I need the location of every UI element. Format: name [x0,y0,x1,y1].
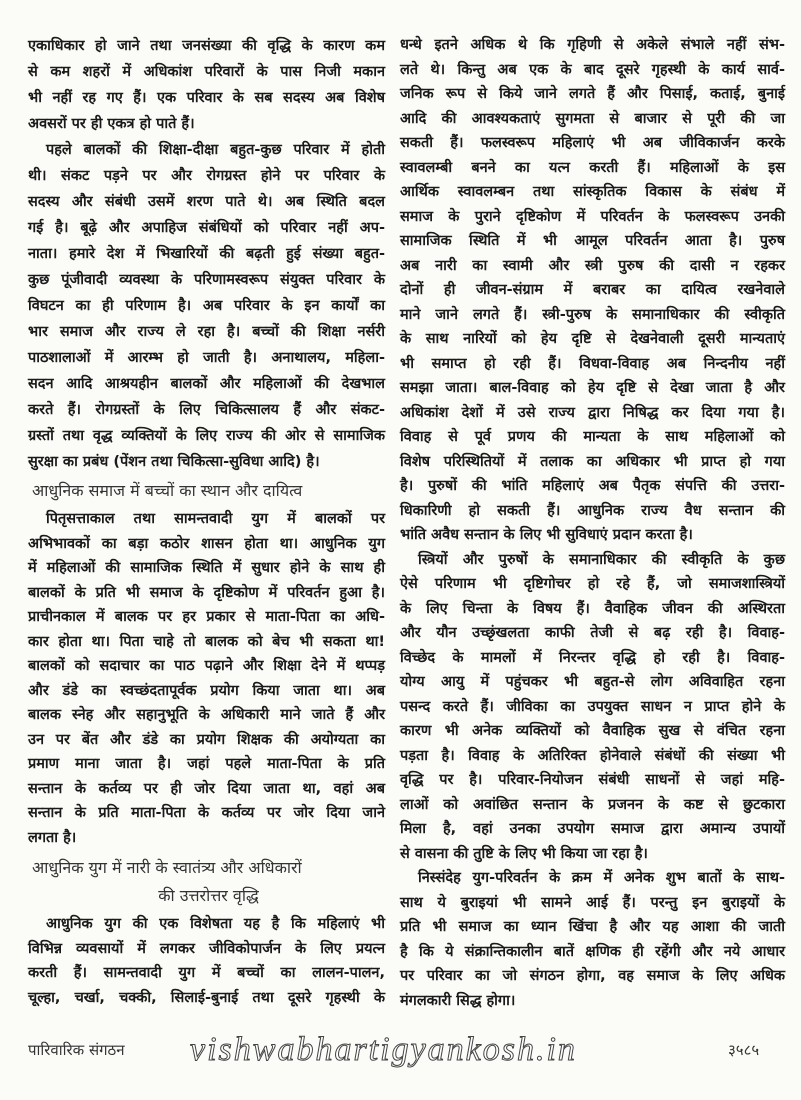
left-paragraph-1 [28,33,385,475]
text-line: भी समाप्त हो रही हैं। विधवा-विवाह अब निन्दनीय नहीं [400,355,785,372]
page-number: ३५८५ [728,1041,760,1059]
text-line: अब नारी का स्वामी और स्त्री पुरुष की दासी न रहकर [400,257,785,274]
text-line: ऐसे परिणाम भी दृष्टिगोचर हो रहे हैं, जो समाजशास्त्रियों [400,576,785,592]
text-line: से कम शहरों में अधिकांश परिवारों के पास निजी मकान [28,64,385,80]
text-line: सुरक्षा का प्रबंध (पेंशन तथा चिकित्सा-सुविधा आदि) है। [28,454,320,470]
text-line: गई है। बूढ़े और अपाहिज संबंधियों को परिवार नहीं अप- [28,220,385,236]
watermark: vishwabhartigyankosh.in [190,1031,577,1068]
text-line: सामाजिक स्थिति में भी आमूल परिवर्तन आता है। पुरुष [400,233,785,249]
text-line: प्राचीनकाल में बालक पर हर प्रकार से माता-पिता का अधि- [28,609,385,625]
text-line: धिकारिणी हो सकती हैं। आधुनिक राज्य वैध सन्तान की [400,502,785,519]
text-line: सन्तान के प्रति माता-पिता के कर्तव्य पर जोर दिया जाने [28,805,385,821]
text-line: भार समाज और राज्य ले रहा है। बच्चों की शिक्षा नर्सरी [28,324,385,340]
text-line: स्त्रियों और पुरुषों के समानाधिकार की स्वीकृति के कुछ [418,551,785,568]
text-line: माने जाने लगते हैं। स्त्री-पुरुष के समानाधिकार की स्वीकृति [400,306,785,323]
text-line: करते हैं। रोगग्रस्तों के लिए चिकित्सालय हैं और संकट- [28,402,385,418]
text-line: अधिकांश देशों में उसे राज्य द्वारा निषिद्ध कर दिया गया है। [400,404,785,421]
text-line: उन पर बेंत और डंडे का प्रयोग शिक्षक की अयोग्यता का [28,731,385,748]
text-line: सन्तान के कर्तव्य पर ही जोर दिया जाता था, वहां अब [28,780,385,797]
text-line: निस्संदेह युग-परिवर्तन के क्रम में अनेक शुभ बातों के साथ- [418,870,785,886]
text-line: समझा जाता। बाल-विवाह को हेय दृष्टि से देखा जाता है और [400,380,785,396]
text-line: के साथ नारियों को हेय दृष्टि से देखनेवाली दूसरी मान्यताएं [400,331,785,347]
text-line: पाठशालाओं में आरम्भ हो जाती है। अनाथालय, महिला- [28,350,385,366]
right-column [400,33,785,1013]
text-line: मंगलकारी सिद्ध होगा। [400,992,516,1009]
text-line: थी। संकट पड़ने पर और रोगग्रस्त होने पर परिवार के [28,168,385,184]
text-line: विभिन्न व्यवसायों में लगकर जीविकोपार्जन के लिए प्रयत्न [28,940,385,957]
section-heading-children: आधुनिक समाज में बच्चों का स्थान और दायित्व [32,481,303,500]
text-line: प्रमाण माना जाता है। जहां पहले माता-पिता के प्रति [28,756,385,772]
text-line: दोनों ही जीवन-संग्राम में बराबर का दायित्व रखनेवाले [400,282,785,298]
text-line: जनिक रूप से किये जाने लगते हैं और पिसाई, कताई, बुनाई [400,86,785,102]
text-line: करती हैं। सामन्तवादी युग में बच्चों का लालन-पालन, [28,965,385,981]
text-line: योग्य आयु में पहुंचकर भी बहुत-से लोग अविवाहित रहना [400,674,785,690]
text-line: पितृसत्ताकाल तथा सामन्तवादी युग में बालकों पर [46,511,385,527]
text-line: लगता है। [28,829,77,846]
section-heading-women [32,854,385,910]
text-line: सकती हैं। फलस्वरूप महिलाएं भी अब जीविकार्जन करके [400,135,785,151]
text-line: सदन आदि आश्रयहीन बालकों और महिलाओं की देखभाल [28,376,385,392]
text-line: नाता। हमारे देश में भिखारियों की बढ़ती हुई संख्या बहुत- [28,246,385,262]
section-heading-line: आधुनिक युग में नारी के स्वातंत्र्य और अधिकारों [32,858,302,877]
text-line: के लिए चिन्ता के विषय हैं। वैवाहिक जीवन की अस्थिरता [400,600,785,617]
text-line: स्वावलम्बी बनने का यत्न करती हैं। महिलाओं के इस [400,159,785,176]
running-footer-title: पारिवारिक संगठन [28,1041,125,1059]
text-line: विशेष परिस्थितियों में तलाक का अधिकार भी प्राप्त हो गया [400,453,785,470]
text-line: विघटन का ही परिणाम है। अब परिवार के इन कार्यों का [28,298,385,314]
right-paragraph-2 [400,548,785,867]
text-line: अवसरों पर ही एकत्र हो पाते हैं। [28,116,195,132]
text-line: आधुनिक युग की एक विशेषता यह है कि महिलाएं भी [46,916,385,932]
text-line: बालक स्नेह और सहानुभूति के अधिकारी माने जाते हैं और [28,707,385,723]
text-line: से वासना की तुष्टि के लिए भी किया जा रहा है। [400,845,648,862]
text-line: एकाधिकार हो जाने तथा जनसंख्या की वृद्धि के कारण कम [28,38,385,54]
text-line: पर परिवार का जो संगठन होगा, वह समाज के लिए अधिक [400,968,785,984]
text-line: कार होता था। पिता चाहे तो बालक को बेच भी सकता था! [28,633,385,650]
text-line: पहले बालकों की शिक्षा-दीक्षा बहुत-कुछ परिवार में होती [46,142,385,158]
text-line: समाज के पुराने दृष्टिकोण में परिवर्तन के फलस्वरूप उनकी [400,208,785,225]
text-line: बालकों के प्रति भी समाज के दृष्टिकोण में परिवर्तन हुआ है। [28,584,385,601]
text-line: पसन्द करते हैं। जीविका का उपयुक्त साधन न प्राप्त होने के [400,698,785,715]
text-line: कारण भी अनेक व्यक्तियों को वैवाहिक सुख से वंचित रहना [400,723,785,739]
text-line: आदि की आवश्यकताएं सुगमता से बाजार से पूरी की जा [400,110,785,127]
right-paragraph-1 [400,33,785,548]
text-line: विच्छेद के मामलों में निरन्तर वृद्धि हो रही है। विवाह- [400,649,785,666]
text-line: चूल्हा, चर्खा, चक्की, सिलाई-बुनाई तथा दूसरे गृहस्थी के [28,989,385,1006]
text-line: सदस्य और संबंधी उसमें शरण पाते थे। अब स्थिति बदल [28,194,385,210]
text-line: में महिलाओं की सामाजिक स्थिति में सुधार होने के साथ ही [28,560,385,576]
text-line: ग्रस्तों तथा वृद्ध व्यक्तियों के लिए राज्य की ओर से सामाजिक [28,428,385,444]
text-line: साथ ये बुराइयां भी सामने आई हैं। परन्तु इन बुराइयों के [400,894,785,911]
left-column [28,33,385,1010]
left-paragraph-2 [28,507,385,850]
left-paragraph-3 [28,912,385,1010]
text-line: और डंडे का स्वच्छंदतापूर्वक प्रयोग किया जाता था। अब [28,682,385,699]
right-paragraph-3 [400,866,785,1013]
text-line: धन्धे इतने अधिक थे कि गृहिणी से अकेले संभाले नहीं संभ- [400,37,785,53]
text-line: भी नहीं रह गए हैं। एक परिवार के सब सदस्य अब विशेष [28,90,385,106]
text-line: पड़ता है। विवाह के अतिरिक्त होनेवाले संबंधों की संख्या भी [400,747,785,764]
text-line: लाओं को अवांछित सन्तान के प्रजनन के कष्ट से छुटकारा [400,796,785,813]
section-heading-line: की उत्तरोत्तर वृद्धि [158,886,259,905]
text-line: और यौन उच्छृंखलता काफी तेजी से बढ़ रही है। विवाह- [400,625,785,641]
text-line: अभिभावकों का बड़ा कठोर शासन होता था। आधुनिक युग [28,535,385,552]
text-line: मिला है, वहां उनका उपयोग समाज द्वारा अमान्य उपायों [400,821,785,837]
text-line: वृद्धि पर है। परिवार-नियोजन संबंधी साधनों से जहां महि- [400,772,785,788]
text-line: विवाह से पूर्व प्रणय की मान्यता के साथ महिलाओं को [400,429,785,445]
text-line: प्रति भी समाज का ध्यान खिंचा है और यह आशा की जाती [400,919,785,935]
text-line: आर्थिक स्वावलम्बन तथा सांस्कृतिक विकास के संबंध में [400,184,785,200]
text-line: लते थे। किन्तु अब एक के बाद दूसरे गृहस्थी के कार्य सार्व- [400,61,785,78]
text-line: कुछ पूंजीवादी व्यवस्था के परिणामस्वरूप संयुक्त परिवार के [28,272,385,288]
text-line: है। पुरुषों की भांति महिलाएं अब पैतृक संपत्ति की उत्तरा- [400,478,785,494]
text-line: है कि ये संक्रान्तिकालीन बातें क्षणिक ही रहेंगी और नये आधार [400,943,785,960]
text-line: भांति अवैध सन्तान के लिए भी सुविधाएं प्रदान करता है। [400,527,693,543]
text-line: बालकों को सदाचार का पाठ पढ़ाने और शिक्षा देने में थप्पड़ [28,658,385,674]
